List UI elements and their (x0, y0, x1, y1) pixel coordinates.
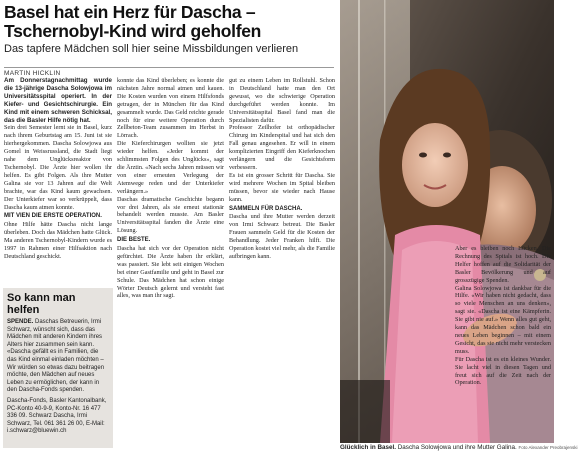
section-subhead: SAMMELN FÜR DASCHA. (229, 205, 303, 212)
body-paragraph: Aber es bleiben noch Lücken. Die Rechnung des Spitals ist hoch. Die Helfer hoffen auf die Solidarität der Basler Bevölkerung und auf grosszügige Spenden. (455, 245, 551, 284)
caption-lead: Glücklich in Basel. (340, 444, 396, 451)
article-column-3 (229, 77, 335, 449)
photo-caption (340, 444, 578, 451)
body-paragraph: Dascha hat sich vor der Operation nicht gefürchtet. Die Ärzte haben ihr erklärt, was passiert. Sie lebt seit einigen Wochen bei einer Gastfamilie und geht in Basel zur Schule. Das Mädchen hat schon einige Wörter Deutsch gelernt und versteht fast alles, was man ihr sagt. (117, 245, 224, 300)
article-column-2 (117, 77, 224, 449)
article-column-4 (455, 245, 551, 443)
body-paragraph: Es ist ein grosser Schritt für Dascha. Sie wird mehrere Wochen im Spital bleiben müssen, bevor sie wieder nach Hause kann. (229, 171, 335, 203)
info-box-body: Daschas Betreuerin, Irmi Schwarz, wünscht sich, dass das Mädchen mit anderen Kindern ihres Alters hier zusammen sein kann. «Dascha gefällt es in Familien, die das Kind einmal einladen möchten – Wir würden so etwas dazu beitragen möchte, den Mädchen auf neues Leben zu ermöglichen, der kann in den Dascha-Fonds spenden. (7, 319, 105, 394)
info-box (3, 288, 113, 448)
body-paragraph: Die Kieferchirurgen wollten sie jetzt wieder helfen. «Jeder kommt der schlimmsten Folgen des Unglücks», sagt die Ärztin. «Nach sechs Jahren müssen wir von einer erneuten Verlegung der Atemwege reden und der Unterkiefer verlängern.» (117, 140, 224, 195)
headline: Basel hat ein Herz für Dascha – Tschernobyl-Kind wird geholfen (4, 2, 262, 41)
section-subhead: DIE BESTE. (117, 237, 151, 244)
body-paragraph: Ohne Hilfe hätte Dascha nicht lange überleben. Doch das Mädchen hatte Glück. Ma anderen Tschernobyl-Kindern wurde es 1997 in Rahmen einer Hilfsaktion nach Deutschland geschickt. (4, 221, 112, 260)
body-paragraph: Für Dascha ist es ein kleines Wunder. Sie lacht viel in diesen Tagen und freut sich auf die Zeit nach der Operation. (455, 355, 551, 387)
body-paragraph: Sein drei Semester lernt sie in Basel, kurz nach ihrem Geburtstag am 15. Juni ist sie hierhergekommen. Dascha Solowjowa aus Gomel in Weissrussland, die Stadt liegt nahe dem Unglücksreaktor von Tschernobyl. Die Ärzte hier wollen ihr helfen. Es gibt Folgen. Als ihre Mutter Galina sie vor 13 Jahren auf die Welt brachte, war das Kind kaum gewachsen. Der Unterkiefer war so verkrüppelt, dass Dascha kaum atmen konnte. (4, 124, 112, 211)
author-byline: MARTIN HICKLIN (4, 70, 61, 77)
article-column-1 (4, 77, 112, 285)
info-box-contact: Dascha-Fonds, Basler Kantonalbank, PC-Konto 40-9-9, Konto-Nr. 16 477 336 09. Schwarz Dascha, Irmi Schwarz, Tel. 061 361 26 00, E-Mail: i.schwarz@bluewin.ch (7, 397, 107, 435)
body-paragraph: Dascha und ihre Mutter werden derzeit von Irmi Schwarz betreut. Die Basler Frauen sammeln Geld für die Kosten der Behandlung. Jeder Franken hilft. Die Operation kostet viel mehr, als die Familie aufbringen kann. (229, 213, 335, 260)
body-paragraph: Daschas dramatische Geschichte begann vor drei Jahren, als sie erneut stationär behandelt werden musste. Am Basler Universitätsspital fanden die Ärzte eine Lösung. (117, 195, 224, 235)
info-box-lead: SPENDE. (7, 319, 34, 325)
photo-credit: Foto Alexander Preobrajenski (518, 445, 578, 450)
caption-text: Dascha Solowjowa und ihre Mutter Galina. (397, 444, 517, 451)
body-paragraph: konnte das Kind überleben; es konnte die nächsten Jahre normal atmen und kauen. Die Kosten wurden von einem Hilfsfonds getragen, der in München für das Kind gesammelt wurde. Das Geld reichte gerade noch für eine weitere Operation durch Zellbeton-Team zusammen im Herbst in Lörrach. (117, 77, 224, 140)
body-paragraph: Galina Solowjowa ist dankbar für die Hilfe. «Wir haben nicht gedacht, dass so viele Menschen an uns denken», sagt sie. «Dascha ist eine Kämpferin. Sie gibt nie auf.» Wenn alles gut geht, kann das Mädchen schon bald ein neues Leben beginnen – mit einem Gesicht, das sie nicht mehr verstecken muss. (455, 284, 551, 355)
body-paragraph: gut zu einem Leben im Rollstuhl. Schon in Deutschland hatte man den Ort gewusst, wo die schwierige Operation durchgeführt werden konnte. Im Universitätsspital Basel fand man die Spezialisten dafür. (229, 77, 335, 124)
section-subhead: MIT VIEN DIE ERSTE OPERATION. (4, 213, 102, 220)
info-box-text (7, 319, 109, 395)
body-paragraph: Professor Zeilhofer ist orthopädischer Chirurg im Kinderspital und hat sich den Fall genau angesehen. Er will in einem komplizierten Eingriff den Kieferknochen verlängern und die Gesichtsform verbessern. (229, 124, 335, 171)
subheadline: Das tapfere Mädchen soll hier seine Missbildungen verlieren (4, 43, 299, 55)
info-box-title: So kann man helfen (7, 292, 76, 316)
lead-paragraph: Am Donnerstagnachmittag wurde die 13-jährige Dascha Solowjowa im Universitätsspital operiert. In der Kiefer- und Gesichtschirurgie. Ein Kind mit einem schweren Schicksal, das die Basler Hilfe nötig hat. (4, 77, 112, 124)
divider (4, 67, 334, 68)
